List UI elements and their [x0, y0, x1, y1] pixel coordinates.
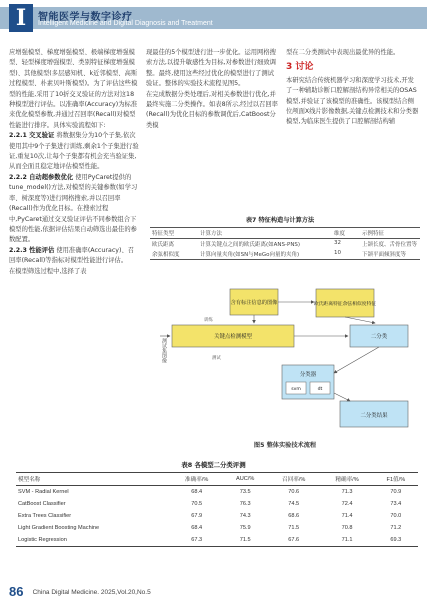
table-cell: 计算关键点之间的欧氏距离(如ANS-PNS) — [200, 242, 301, 248]
table-header-cell: 计算方法 — [198, 228, 332, 239]
table-row — [16, 534, 418, 547]
table-cell: 71.3 — [341, 489, 353, 495]
table-header-row — [150, 228, 420, 239]
table-cell: Logistic Regression — [16, 534, 170, 547]
journal-title-en: Intelligent Medicine and Digital Diagnosis and Treatment — [38, 20, 213, 27]
table-cell: 68.4 — [191, 489, 203, 495]
table-row — [150, 249, 420, 260]
journal-title-cn: 智能医学与数字诊疗 — [38, 12, 133, 23]
table-header-cell: 准确率/% — [170, 473, 223, 486]
text-column-2 — [146, 48, 279, 131]
table-header-cell: AUC/% — [223, 473, 267, 486]
paragraph: 应增强模型、梯度增强模型、极端梯度增强模型、轻型梯度增强模型、类别特征梯度增强模型)、其他模型(多层感知机、k近邻模型、高斯过程模型、朴素贝叶斯模型)。为了评估这些模型的性能,采用了10折交叉验证的方法对这18种模型进行评估。以准确率(Accuracy)为标准来优化模型参数,并通过召回率(Recall)对模型性能进行排序。具体实验流程如下: — [9, 49, 138, 129]
table-cell: 70.8 — [341, 525, 353, 531]
table-header-row — [16, 473, 418, 486]
table-cell: 70.6 — [288, 489, 300, 495]
table-cell: 70.5 — [191, 501, 203, 507]
feature-box-label: 欧氏距离特征余弦相似度特征 — [313, 302, 377, 307]
journal-citation: China Digital Medicine. 2025,Vol.20,No.5 — [32, 589, 151, 596]
table-cell: 70.0 — [390, 513, 402, 519]
table-cell: 下颌平面倾斜度等 — [360, 249, 420, 260]
table-cell: 32 — [334, 240, 341, 246]
table-cell: 74.3 — [239, 513, 251, 519]
table-cell: 75.9 — [239, 525, 251, 531]
section-heading: 2.2.1 交叉验证 — [9, 132, 55, 140]
table-cell: CatBoost Classifier — [18, 501, 66, 507]
journal-header — [0, 0, 427, 44]
table-cell: 67.6 — [267, 534, 320, 547]
section-heading: 2.2.2 自动超参数优化 — [9, 173, 74, 181]
arrow — [345, 317, 375, 323]
table-cell: 71.2 — [390, 525, 402, 531]
table-cell: 67.3 — [170, 534, 223, 547]
dt-label: dt — [317, 387, 323, 392]
table-header-cell: 精确率/% — [320, 473, 373, 486]
table-cell: 71.4 — [341, 513, 353, 519]
table-cell: Extra Trees Classifier — [18, 513, 72, 519]
table-8 — [16, 472, 418, 547]
table-7 — [150, 227, 420, 260]
workflow-figure — [150, 283, 422, 433]
table-row — [16, 486, 418, 499]
table-cell: 余弦相似度 — [150, 249, 198, 260]
table-header-cell: F1值/% — [374, 473, 418, 486]
table-cell: 71.1 — [320, 534, 373, 547]
table-cell: 68.4 — [191, 525, 203, 531]
table-cell: 上颌长度、舌骨位置等 — [362, 242, 418, 248]
table-row — [16, 498, 418, 510]
table-7-caption: 表7 特征构造与计算方法 — [245, 217, 315, 224]
train-arrow-label: 训练 — [204, 318, 213, 323]
table-row — [16, 510, 418, 522]
paragraph: 使用PyCaret提供的tune_model()方法,对模型的关键参数(如学习率、树深度等)进行网格搜索,并以召回率(Recall)作为优化目标。在搜索过程中,PyCaret通过交叉验证评估不同参数组合下模型的性能,依据评估结果自动筛选出最佳的参数配置。 — [9, 173, 138, 244]
section-2-2-1 — [9, 131, 140, 173]
table-row — [150, 239, 420, 250]
svm-label: svm — [291, 387, 301, 392]
journal-logo: I — [9, 4, 33, 32]
paragraph: 使用准确率(Accuracy)、召回率(Recall)等指标对模型性能进行评估。 — [9, 246, 135, 265]
section-heading: 2.2.3 性能评估 — [9, 246, 55, 254]
table-row — [16, 522, 418, 534]
table-cell: Light Gradient Boosting Machine — [18, 525, 100, 531]
result-label: 二分类结果 — [360, 413, 388, 419]
table-cell: SVM - Radial Kernel — [18, 489, 69, 495]
paragraph: 在完成数据分类处理后,对相关参数进行优化,并最终实施二分类操作。如表8所示,经过以召回率(Recall)为优化目标的参数调优后,CatBoost分类模 — [146, 90, 278, 129]
paragraph: 型在二分类测试中表现出最优异的性能。 — [286, 49, 400, 56]
table-header-cell: 维度 — [332, 228, 360, 239]
table-cell: 71.5 — [288, 525, 300, 531]
table-header-cell: 示例特征 — [360, 228, 420, 239]
arrow — [334, 393, 350, 401]
text-column-3 — [286, 48, 419, 128]
table-cell: 计算向量夹角(如SN与MeGo向量的夹角) — [198, 249, 332, 260]
table-cell: 73.4 — [390, 501, 402, 507]
arrow — [334, 347, 379, 373]
table-cell: 10 — [332, 249, 360, 260]
table-cell: 76.3 — [239, 501, 251, 507]
classifier-label: 分类器 — [299, 372, 317, 378]
page-number: 86 — [9, 584, 24, 599]
table-cell: 69.3 — [374, 534, 418, 547]
paragraph: 将数据集分为10个子集,依次使用其中9个子集进行训练,剩余1个子集进行验证,重复10次,让每个子集都有机会充当验证集,从而全面且稳定地评估模型性能。 — [9, 132, 139, 171]
table-cell: 欧氏距离 — [152, 242, 175, 248]
labeled-image-label: 含有标注信息的图像 — [230, 300, 278, 306]
table-cell: 72.4 — [341, 501, 353, 507]
section-heading-discussion: 3 讨论 — [286, 62, 314, 73]
table-header-cell: 召回率/% — [267, 473, 320, 486]
paragraph: 本研究结合传统机器学习和深度学习技术,开发了一种辅助诊断口腔解剖结构异常相关的OSAS模型,并验证了该模型的准确性。该模型结合侧位颅面X线片影像数据,关键点检测技术和分类器模型,为临床医生提供了口腔解剖结构辅 — [286, 76, 419, 126]
paragraph: 在模型筛选过程中,选择了表 — [9, 267, 87, 275]
table-cell: 67.9 — [191, 513, 203, 519]
table-8-caption: 表8 各模型二分类评测 — [181, 461, 246, 469]
page-footer — [9, 581, 409, 599]
binary-box-label: 二分类 — [370, 334, 388, 340]
table-header-cell: 特征类型 — [150, 228, 198, 239]
section-2-2-2 — [9, 173, 140, 246]
table-header-cell: 模型名称 — [16, 473, 170, 486]
text-column-1 — [9, 48, 140, 277]
table-cell: 73.5 — [239, 489, 251, 495]
keypoint-model-label: 关键点检测模型 — [214, 334, 252, 340]
table-cell: 70.9 — [390, 489, 402, 495]
table-cell: 68.6 — [288, 513, 300, 519]
table-cell: 71.5 — [223, 534, 267, 547]
test-image-label: 测试集图像 — [161, 338, 167, 363]
paragraph: 现最佳的5个模型进行进一步优化。运用网格搜索方法,以提升敏感性为目标,对参数进行细致调整。最终,使用这些经过优化的模型进行了测试验证。整体的实验技术流程见图5。 — [146, 49, 276, 88]
table-cell: 74.5 — [288, 501, 300, 507]
figure-5-caption: 图5 整体实验技术流程 — [253, 442, 317, 449]
test-arrow-label: 测试 — [212, 356, 221, 361]
section-2-2-3 — [9, 246, 140, 267]
